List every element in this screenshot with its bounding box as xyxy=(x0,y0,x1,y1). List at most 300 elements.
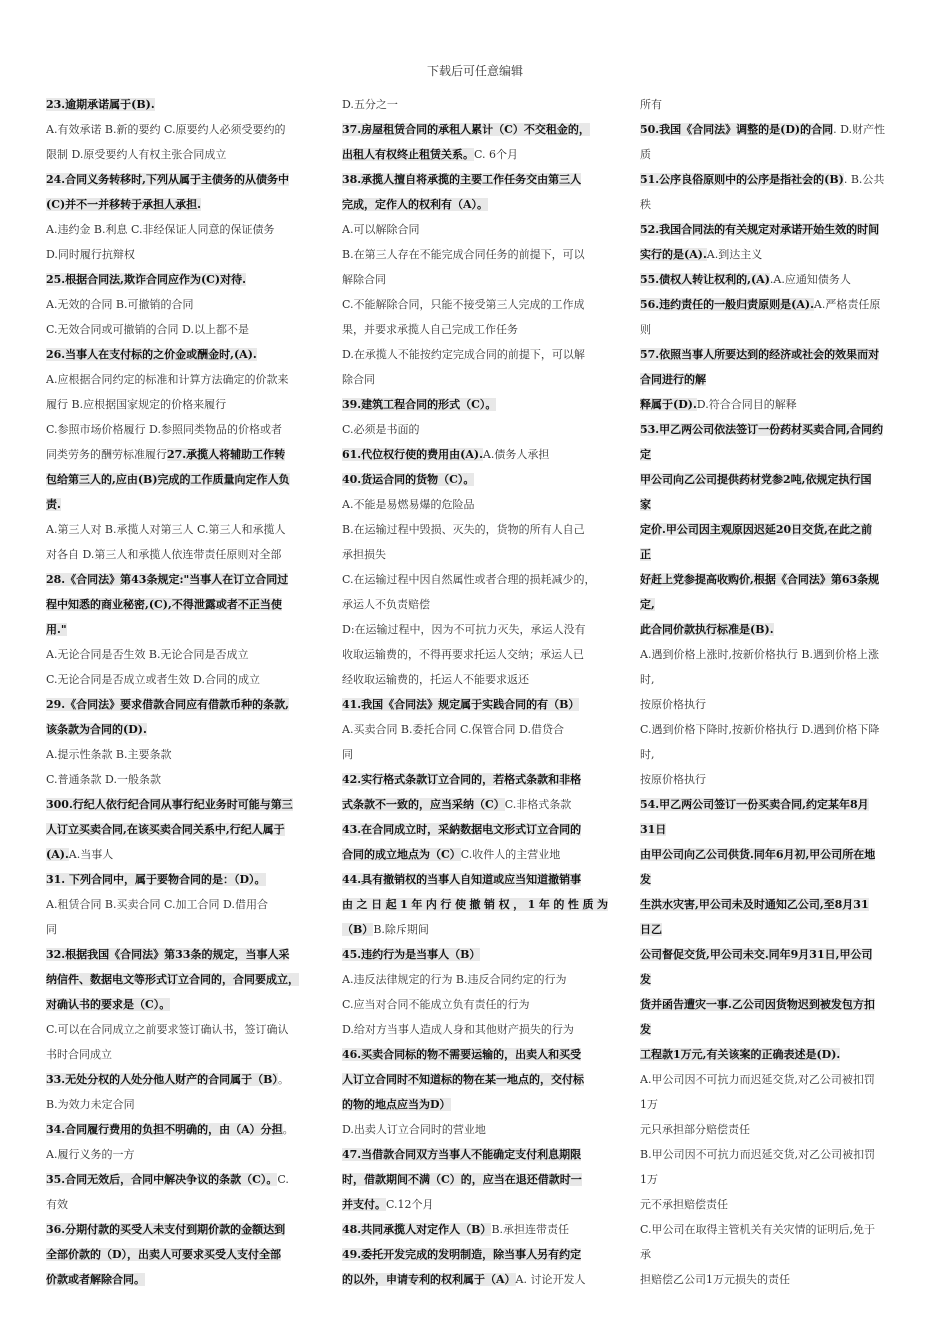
answer-line xyxy=(342,517,608,542)
question-text: 该条款为合同的(D). xyxy=(46,723,147,736)
question-line xyxy=(640,817,906,842)
question-line xyxy=(640,1042,906,1067)
question-line xyxy=(640,592,906,617)
question-text: 式条款不一致的，应当采纳（C） xyxy=(342,798,505,811)
answer-line xyxy=(640,142,906,167)
question-text: 25.根据合同法,欺诈合同应作为(C)对待. xyxy=(46,273,246,286)
question-text: 合同的成立地点为（C） xyxy=(342,848,461,861)
answer-line xyxy=(342,317,608,342)
answer-line xyxy=(640,1192,906,1217)
answer-line xyxy=(46,142,310,167)
question-text: 48.共同承揽人对定作人（B） xyxy=(342,1223,492,1236)
option-text: 元不承担赔偿责任 xyxy=(640,1198,728,1211)
question-line xyxy=(640,617,906,642)
option-text: 承 xyxy=(640,1248,651,1261)
answer-line xyxy=(342,492,608,517)
question-text: 23.逾期承诺属于(B). xyxy=(46,98,155,111)
question-line xyxy=(342,1267,608,1292)
question-text: (C)并不一并移转于承担人承担. xyxy=(46,198,201,211)
answer-line xyxy=(640,1067,906,1092)
question-text: 日乙 xyxy=(640,923,662,936)
option-text: 同类劳务的酬劳标准履行 xyxy=(46,448,167,461)
answer-line xyxy=(46,1017,310,1042)
question-text: 定价.甲公司因主观原因迟延20日交货,在此之前 xyxy=(640,523,872,536)
option-text: D.给对方当事人造成人身和其他财产损失的行为 xyxy=(342,1023,574,1036)
answer-line xyxy=(342,642,608,667)
option-text: C.在运输过程中因自然属性或者合理的损耗减少的， xyxy=(342,573,596,586)
question-line xyxy=(342,1167,608,1192)
answer-line xyxy=(342,992,608,1017)
question-text: 300.行纪人依行纪合同从事行纪业务时可能与第三 xyxy=(46,798,293,811)
question-text: 此合同价款执行标准是(B). xyxy=(640,623,774,636)
text-column-left xyxy=(46,92,310,1292)
question-text: 释属于(D). xyxy=(640,398,697,411)
question-line xyxy=(46,1117,310,1142)
question-text: 61.代位权行使的费用由(A). xyxy=(342,448,483,461)
answer-line xyxy=(640,642,906,667)
question-line xyxy=(46,467,310,492)
option-text: D:在运输过程中，因为不可抗力灭失，承运人没有 xyxy=(342,623,586,636)
answer-line xyxy=(342,592,608,617)
option-text: 按原价格执行 xyxy=(640,773,706,786)
question-text: 52.我国合同法的有关规定对承诺开始生效的时间 xyxy=(640,223,880,236)
answer-text: 。 xyxy=(282,1123,294,1136)
question-text: 33.无处分权的人处分他人财产的合同属于（B） xyxy=(46,1073,278,1086)
option-text: D.出卖人订立合同时的营业地 xyxy=(342,1123,486,1136)
option-text: C.普通条款 D.一般条款 xyxy=(46,773,161,786)
answer-line xyxy=(640,1167,906,1192)
option-text: 收取运输费的，不得再要求托运人交纳；承运人已 xyxy=(342,648,584,661)
option-text: 有效 xyxy=(46,1198,68,1211)
question-text: 28.《合同法》第43条规定:"当事人在订立合同过 xyxy=(46,573,289,586)
option-text: B.在第三人存在不能完成合同任务的前提下，可以 xyxy=(342,248,585,261)
question-text: 46.买卖合同标的物不需要运输的，出卖人和买受 xyxy=(342,1048,582,1061)
option-text: A.第三人对 B.承揽人对第三人 C.第三人和承揽人 xyxy=(46,523,286,536)
question-line xyxy=(342,1192,608,1217)
question-line xyxy=(342,117,608,142)
answer-line xyxy=(640,1142,906,1167)
answer-line xyxy=(46,242,310,267)
answer-line xyxy=(342,92,608,117)
answer-line xyxy=(640,1242,906,1267)
option-text: 同 xyxy=(342,748,353,761)
question-line xyxy=(640,942,906,967)
answer-line xyxy=(46,667,310,692)
question-text: 时，借款期间不满（C）的，应当在退还借款时一 xyxy=(342,1173,582,1186)
question-line xyxy=(342,1217,608,1242)
question-line xyxy=(46,942,310,967)
option-text: C.不能解除合同，只能不接受第三人完成的工作成 xyxy=(342,298,585,311)
question-line xyxy=(46,867,310,892)
question-text: 57.依照当事人所要达到的经济或社会的效果而对 xyxy=(640,348,880,361)
answer-line xyxy=(342,242,608,267)
question-line xyxy=(342,167,608,192)
option-text: 同 xyxy=(46,923,57,936)
answer-text: C.12个月 xyxy=(386,1198,434,1211)
answer-line xyxy=(46,642,310,667)
answer-text: A.债务人承担 xyxy=(482,448,550,461)
answer-line xyxy=(640,667,906,692)
question-text: 甲公司向乙公司提供药材党参2吨,依规定执行国 xyxy=(640,473,872,486)
question-line xyxy=(640,342,906,367)
question-line xyxy=(342,467,608,492)
option-text: A.履行义务的一方 xyxy=(46,1148,135,1161)
question-text: 价款或者解除合同。 xyxy=(46,1273,145,1286)
answer-line xyxy=(46,217,310,242)
question-line xyxy=(46,567,310,592)
answer-line xyxy=(46,517,310,542)
question-text: 货并函告遭灾一事.乙公司因货物迟到被发包方扣 xyxy=(640,998,875,1011)
page-header: 下载后可任意编辑 xyxy=(426,64,523,78)
question-text: 包给第三人的,应由(B)完成的工作质量向定作人负 xyxy=(46,473,290,486)
question-text: 55.债权人转让权利的,(A) xyxy=(640,273,770,286)
question-text: 41.我国《合同法》规定属于实践合同的有（B） xyxy=(342,698,580,711)
option-text: A.应根据合同约定的标准和计算方法确定的价款来 xyxy=(46,373,289,386)
option-text: A.无效的合同 B.可撤销的合同 xyxy=(46,298,194,311)
answer-text: C. xyxy=(277,1173,289,1186)
question-line xyxy=(46,1242,310,1267)
question-text: 的物的地点应当为D） xyxy=(342,1098,451,1111)
question-line xyxy=(342,1067,608,1092)
question-text: 47.当借款合同双方当事人不能确定支付利息期限 xyxy=(342,1148,582,1161)
answer-line xyxy=(342,667,608,692)
question-text: 31日 xyxy=(640,823,667,836)
question-line xyxy=(46,1167,310,1192)
question-text: 责. xyxy=(46,498,61,511)
question-line xyxy=(640,567,906,592)
question-line xyxy=(640,967,906,992)
answer-line xyxy=(640,1217,906,1242)
question-text: 45.违约行为是当事人（B） xyxy=(342,948,481,961)
option-text: 果，并要求承揽人自己完成工作任务 xyxy=(342,323,518,336)
question-text: 好赶上党参提高收购价,根据《合同法》第63条规 xyxy=(640,573,880,586)
answer-text: 。 xyxy=(277,1073,289,1086)
question-line xyxy=(640,217,906,242)
option-text: 限制 D.原受要约人有权主张合同成立 xyxy=(46,148,227,161)
question-line xyxy=(46,167,310,192)
question-text: 50.我国《合同法》调整的是(D)的合同 xyxy=(640,123,834,136)
answer-line xyxy=(46,417,310,442)
answer-line xyxy=(640,317,906,342)
question-line xyxy=(640,992,906,1017)
option-text: 履行 B.应根据国家规定的价格来履行 xyxy=(46,398,227,411)
question-text: 出租人有权终止租赁关系。 xyxy=(342,148,474,161)
option-text: 担赔偿乙公司1万元损失的责任 xyxy=(640,1273,790,1286)
answer-text: A.严格责任原 xyxy=(813,298,881,311)
question-line xyxy=(46,1267,310,1292)
question-line xyxy=(342,842,608,867)
question-line xyxy=(640,1017,906,1042)
question-line xyxy=(46,192,310,217)
option-text: 元只承担部分赔偿责任 xyxy=(640,1123,750,1136)
answer-line xyxy=(342,367,608,392)
question-line xyxy=(342,817,608,842)
question-text: 34.合同履行费用的负担不明确的，由（A）分担 xyxy=(46,1123,283,1136)
question-text: 36.分期付款的买受人未支付到期价款的金额达到 xyxy=(46,1223,286,1236)
option-text: B.为效力未定合同 xyxy=(46,1098,135,1111)
option-text: A.违反法律规定的行为 B.违反合同约定的行为 xyxy=(342,973,567,986)
option-text: D.同时履行抗辩权 xyxy=(46,248,135,261)
option-text: A.提示性条款 B.主要条款 xyxy=(46,748,172,761)
option-text: 时, xyxy=(640,673,655,686)
question-text: 并支付。 xyxy=(342,1198,386,1211)
question-line xyxy=(46,617,310,642)
answer-line xyxy=(46,1192,310,1217)
answer-text: B.除斥期间 xyxy=(373,923,429,936)
question-line xyxy=(640,417,906,442)
answer-line xyxy=(46,117,310,142)
option-text: C.参照市场价格履行 D.参照同类物品的价格或者 xyxy=(46,423,282,436)
question-line xyxy=(640,517,906,542)
question-line xyxy=(342,1092,608,1117)
answer-line xyxy=(46,292,310,317)
question-text: 由之日起1年内行使撤销权，1年的性质为 xyxy=(342,898,608,911)
option-text: 时, xyxy=(640,748,655,761)
answer-text: A.到达主义 xyxy=(706,248,763,261)
question-line xyxy=(640,917,906,942)
answer-line xyxy=(342,567,608,592)
text-column-right xyxy=(640,92,906,1292)
option-text: 秩 xyxy=(640,198,651,211)
answer-text: D.符合合同目的解释 xyxy=(696,398,797,411)
question-line xyxy=(342,142,608,167)
answer-line xyxy=(342,292,608,317)
answer-line xyxy=(46,1092,310,1117)
question-line xyxy=(640,842,906,867)
answer-line xyxy=(46,917,310,942)
question-text: 定 xyxy=(640,448,651,461)
question-line xyxy=(640,242,906,267)
question-line xyxy=(640,442,906,467)
text-column-middle xyxy=(342,92,608,1292)
option-text: A.有效承诺 B.新的要约 C.原要约人必须受要约的 xyxy=(46,123,286,136)
question-text: 37.房屋租赁合同的承租人累计（C）不交租金的， xyxy=(342,123,590,136)
option-text: 则 xyxy=(640,323,651,336)
option-text: A.可以解除合同 xyxy=(342,223,420,236)
question-text: 实行的是(A). xyxy=(640,248,707,261)
answer-line xyxy=(640,192,906,217)
question-text: 生洪水灾害,甲公司未及时通知乙公司,至8月31 xyxy=(640,898,869,911)
question-line xyxy=(46,967,310,992)
question-line xyxy=(46,492,310,517)
question-line xyxy=(46,792,310,817)
answer-line xyxy=(46,542,310,567)
question-text: 程中知悉的商业秘密,(C),不得泄露或者不正当使 xyxy=(46,598,282,611)
option-text: 所有 xyxy=(640,98,662,111)
option-text: A.遇到价格上涨时,按新价格执行 B.遇到价格上涨 xyxy=(640,648,880,661)
answer-text: B.承担连带责任 xyxy=(491,1223,570,1236)
option-text: 1万 xyxy=(640,1173,658,1186)
option-text: A.买卖合同 B.委托合同 C.保管合同 D.借贷合 xyxy=(342,723,564,736)
answer-line xyxy=(640,1267,906,1292)
answer-line xyxy=(640,742,906,767)
question-line xyxy=(342,692,608,717)
answer-text: . D.财产性 xyxy=(833,123,886,136)
answer-text: A.当事人 xyxy=(68,848,114,861)
answer-line xyxy=(640,92,906,117)
question-text: 38.承揽人擅自将承揽的主要工作任务交由第三人 xyxy=(342,173,582,186)
question-text: 32.根据我国《合同法》第33条的规定，当事人采 xyxy=(46,948,290,961)
question-line xyxy=(342,442,608,467)
answer-line xyxy=(342,617,608,642)
question-line xyxy=(640,267,906,292)
answer-line xyxy=(342,1017,608,1042)
answer-text: A. 讨论开发人 xyxy=(515,1273,586,1286)
question-text: 26.当事人在支付标的之价金或酬金时,(A). xyxy=(46,348,257,361)
question-line xyxy=(342,192,608,217)
option-text: 对各自 D.第三人和承揽人依连带责任原则对全部 xyxy=(46,548,282,561)
question-text: 49.委托开发完成的发明制造，除当事人另有约定 xyxy=(342,1248,582,1261)
answer-line xyxy=(640,717,906,742)
question-text: 家 xyxy=(640,498,651,511)
question-text: 24.合同义务转移时,下列从属于主债务的从债务中 xyxy=(46,173,289,186)
question-line xyxy=(46,817,310,842)
answer-line xyxy=(640,767,906,792)
question-text: 工程款1万元,有关该案的正确表述是(D). xyxy=(640,1048,841,1061)
question-line xyxy=(342,1242,608,1267)
option-text: B.甲公司因不可抗力而迟延交货,对乙公司被扣罚 xyxy=(640,1148,876,1161)
question-line xyxy=(46,992,310,1017)
question-line xyxy=(46,267,310,292)
answer-line xyxy=(342,742,608,767)
answer-text: . B.公共 xyxy=(843,173,885,186)
option-text: C.无论合同是否成立或者生效 D.合同的成立 xyxy=(46,673,260,686)
option-text: 1万 xyxy=(640,1098,658,1111)
answer-text: .A.应通知债务人 xyxy=(769,273,851,286)
answer-text: C. 6个月 xyxy=(474,148,519,161)
question-text: 54.甲乙两公司签订一份买卖合同,约定某年8月 xyxy=(640,798,869,811)
option-text: A.违约金 B.利息 C.非经保证人同意的保证债务 xyxy=(46,223,275,236)
option-text: A.无论合同是否生效 B.无论合同是否成立 xyxy=(46,648,249,661)
question-line xyxy=(342,767,608,792)
option-text: 承运人不负责赔偿 xyxy=(342,598,430,611)
option-text: D.五分之一 xyxy=(342,98,398,111)
question-line xyxy=(46,92,310,117)
question-line xyxy=(640,392,906,417)
answer-line xyxy=(640,1092,906,1117)
question-line xyxy=(640,542,906,567)
answer-line xyxy=(640,692,906,717)
answer-text: C.收件人的主营业地 xyxy=(460,848,561,861)
answer-line xyxy=(342,217,608,242)
option-text: C.必须是书面的 xyxy=(342,423,420,436)
option-text: 承担损失 xyxy=(342,548,386,561)
question-line xyxy=(342,917,608,942)
answer-line xyxy=(46,892,310,917)
answer-line xyxy=(46,1142,310,1167)
option-text: A.甲公司因不可抗力而迟延交货,对乙公司被扣罚 xyxy=(640,1073,875,1086)
option-text: A.不能是易燃易爆的危险品 xyxy=(342,498,475,511)
question-text: 42.实行格式条款订立合同的，若格式条款和非格 xyxy=(342,773,582,786)
question-line xyxy=(640,792,906,817)
question-text: 27.承揽人将辅助工作转 xyxy=(167,448,286,461)
question-text: 40.货运合同的货物（C）。 xyxy=(342,473,475,486)
option-text: 按原价格执行 xyxy=(640,698,706,711)
answer-line xyxy=(46,392,310,417)
option-text: 除合同 xyxy=(342,373,375,386)
answer-line xyxy=(46,767,310,792)
question-line xyxy=(46,842,310,867)
question-line xyxy=(342,867,608,892)
question-text: 29.《合同法》要求借款合同应有借款币种的条款, xyxy=(46,698,289,711)
question-line xyxy=(342,1042,608,1067)
question-text: 31. 下列合同中，属于要物合同的是：（D）。 xyxy=(46,873,266,886)
question-text: 39.建筑工程合同的形式（C）。 xyxy=(342,398,497,411)
answer-line xyxy=(342,417,608,442)
question-text: 发 xyxy=(640,973,651,986)
option-text: 质 xyxy=(640,148,651,161)
question-text: 人订立买卖合同,在该买卖合同关系中,行纪人属于 xyxy=(46,823,285,836)
question-line xyxy=(640,892,906,917)
question-line xyxy=(640,292,906,317)
question-text: 人订立合同时不知道标的物在某一地点的，交付标 xyxy=(342,1073,584,1086)
answer-line xyxy=(46,1042,310,1067)
question-text: （B） xyxy=(342,923,374,936)
answer-line xyxy=(640,1117,906,1142)
option-text: D.在承揽人不能按约定完成合同的前提下，可以解 xyxy=(342,348,585,361)
question-text: (A). xyxy=(46,848,69,861)
question-text: 56.违约责任的一般归责原则是(A). xyxy=(640,298,814,311)
question-text: 全部价款的（D），出卖人可要求买受人支付全部 xyxy=(46,1248,282,1261)
question-text: 43.在合同成立时，采納数据电文形式订立合同的 xyxy=(342,823,582,836)
question-text: 正 xyxy=(640,548,651,561)
question-text: 定, xyxy=(640,598,655,611)
question-text: 公司督促交货,甲公司未交.同年9月31日,甲公司 xyxy=(640,948,873,961)
option-text: C.甲公司在取得主管机关有关灾情的证明后,免于 xyxy=(640,1223,876,1236)
answer-line xyxy=(342,542,608,567)
option-text: C.应当对合同不能成立负有责任的行为 xyxy=(342,998,530,1011)
question-text: 发 xyxy=(640,873,651,886)
question-line xyxy=(342,942,608,967)
question-line xyxy=(342,792,608,817)
question-line xyxy=(640,367,906,392)
question-line xyxy=(46,592,310,617)
question-text: 53.甲乙两公司依法签订一份药材买卖合同,合同约 xyxy=(640,423,883,436)
question-line xyxy=(46,717,310,742)
option-text: C.无效合同或可撤销的合同 D.以上都不是 xyxy=(46,323,249,336)
question-text: 对确认书的要求是（C）。 xyxy=(46,998,171,1011)
question-line xyxy=(640,492,906,517)
answer-line xyxy=(342,267,608,292)
answer-line xyxy=(342,342,608,367)
question-line xyxy=(342,392,608,417)
answer-text: C.非格式条款 xyxy=(504,798,572,811)
question-text: 的以外，申请专利的权利属于（A） xyxy=(342,1273,516,1286)
answer-line xyxy=(46,442,310,467)
question-text: 51.公序良俗原则中的公序是指社会的(B) xyxy=(640,173,844,186)
question-text: 44.具有撤销权的当事人自知道或应当知道撤销事 xyxy=(342,873,582,886)
answer-line xyxy=(342,717,608,742)
answer-line xyxy=(46,317,310,342)
answer-line xyxy=(46,367,310,392)
answer-line xyxy=(342,967,608,992)
question-line xyxy=(46,1217,310,1242)
question-line xyxy=(46,1067,310,1092)
question-text: 用." xyxy=(46,623,67,636)
option-text: C.遇到价格下降时,按新价格执行 D.遇到价格下降 xyxy=(640,723,880,736)
question-line xyxy=(342,1142,608,1167)
question-text: 纳信件、数据电文等形式订立合同的，合同要成立， xyxy=(46,973,299,986)
option-text: 书时合同成立 xyxy=(46,1048,112,1061)
option-text: 解除合同 xyxy=(342,273,386,286)
question-line xyxy=(640,117,906,142)
question-line xyxy=(46,342,310,367)
option-text: B.在运输过程中毁损、灭失的，货物的所有人自己 xyxy=(342,523,585,536)
question-text: 35.合同无效后，合同中解决争议的条款（C）。 xyxy=(46,1173,278,1186)
option-text: A.租赁合同 B.买卖合同 C.加工合同 D.借用合 xyxy=(46,898,268,911)
answer-line xyxy=(342,1117,608,1142)
question-line xyxy=(342,892,608,917)
